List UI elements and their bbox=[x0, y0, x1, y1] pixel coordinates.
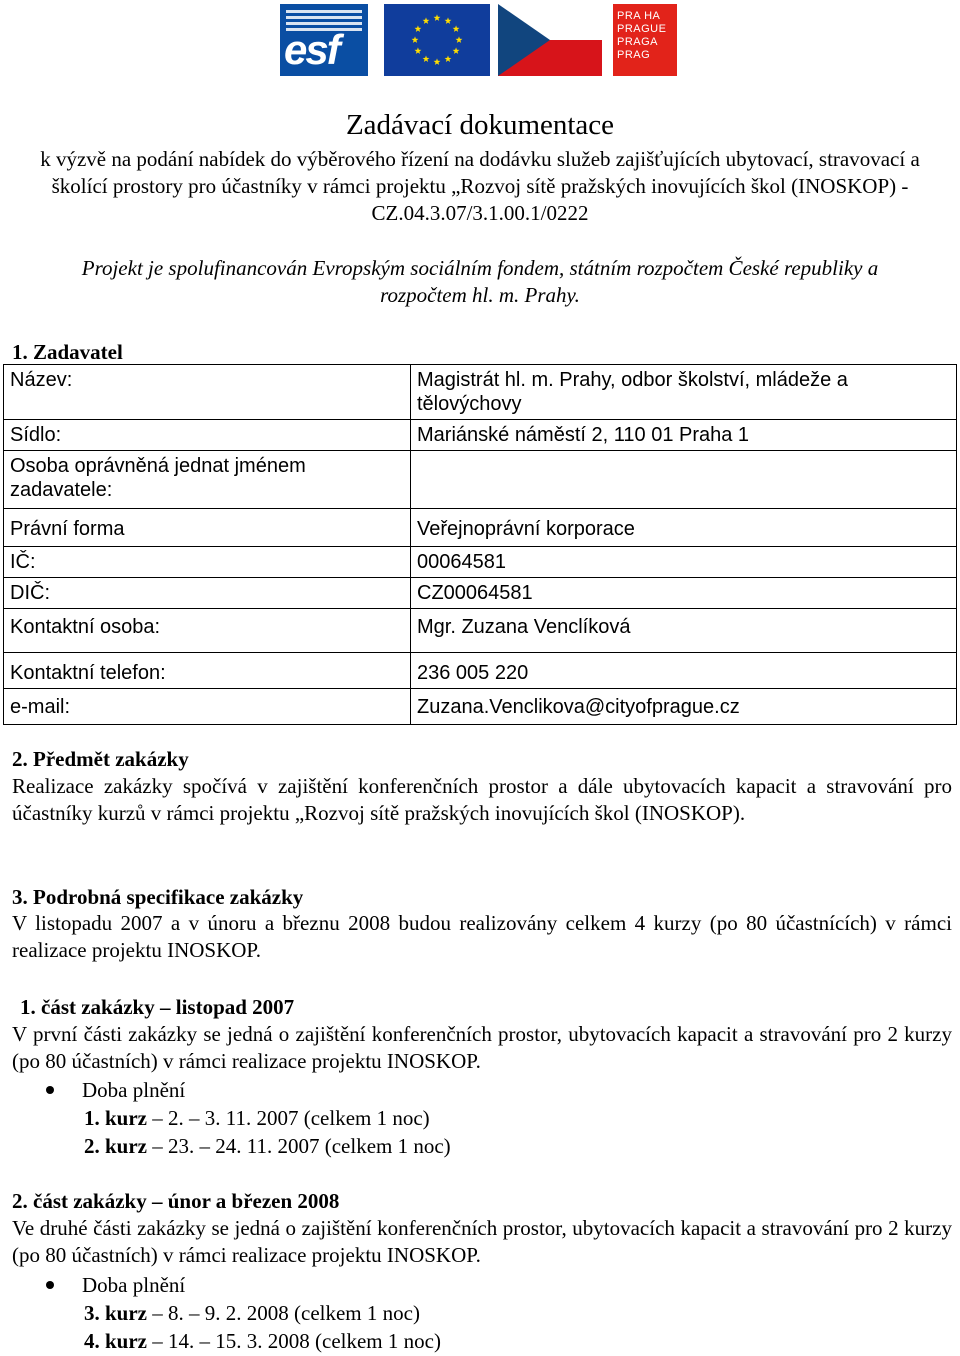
logo-bar bbox=[280, 4, 690, 76]
section-2-heading: 2. Předmět zakázky bbox=[12, 747, 189, 771]
eu-star-icon bbox=[434, 14, 441, 21]
table-row bbox=[4, 689, 957, 725]
section-3-text: V listopadu 2007 a v únoru a březnu 2008 budou realizovány celkem 4 kurzy (po 80 účastnících) v rámci realizace projektu INOSKOP. bbox=[12, 911, 952, 962]
course-label: 1. kurz bbox=[84, 1106, 147, 1130]
bullet-label: Doba plnění bbox=[82, 1078, 186, 1102]
eu-star-icon bbox=[453, 25, 460, 32]
row-value: 236 005 220 bbox=[411, 653, 957, 689]
table-row bbox=[4, 653, 957, 689]
row-value: 00064581 bbox=[411, 547, 957, 578]
row-value: Magistrát hl. m. Prahy, odbor školství, mládeže a tělovýchovy bbox=[411, 365, 957, 420]
contracting-authority-table bbox=[3, 364, 957, 725]
eu-star-icon bbox=[423, 17, 430, 24]
course-line bbox=[84, 1327, 441, 1355]
course-dates: – 14. – 15. 3. 2008 (celkem 1 noc) bbox=[147, 1329, 441, 1353]
course-dates: – 8. – 9. 2. 2008 (celkem 1 noc) bbox=[147, 1301, 420, 1325]
row-value: CZ00064581 bbox=[411, 578, 957, 609]
course-dates: – 23. – 24. 11. 2007 (celkem 1 noc) bbox=[147, 1134, 451, 1158]
praha-logo-line: PRAGUE bbox=[617, 23, 667, 35]
section-2-text: Realizace zakázky spočívá v zajištění konferenčních prostor a dále ubytovacích kapacit a stravování pro účastníky kurzů v rámci projektu „Rozvoj sítě pražských inovujících škol (INOSKOP). bbox=[12, 774, 952, 825]
table-row bbox=[4, 547, 957, 578]
list-item bbox=[30, 1076, 185, 1104]
course-line bbox=[84, 1299, 420, 1327]
table-row bbox=[4, 578, 957, 609]
section-3-heading: 3. Podrobná specifikace zakázky bbox=[12, 885, 304, 909]
row-value: Mariánské náměstí 2, 110 01 Praha 1 bbox=[411, 420, 957, 451]
table-row bbox=[4, 509, 957, 547]
eu-star-icon bbox=[415, 47, 422, 54]
table-row bbox=[4, 420, 957, 451]
course-label: 3. kurz bbox=[84, 1301, 147, 1325]
czech-flag-logo bbox=[498, 4, 602, 76]
eu-star-icon bbox=[412, 36, 419, 43]
eu-star-icon bbox=[445, 17, 452, 24]
course-line bbox=[84, 1132, 451, 1160]
esf-logo-text: esf bbox=[284, 26, 339, 73]
praha-logo bbox=[613, 4, 677, 76]
row-value: Veřejnoprávní korporace bbox=[411, 509, 957, 547]
table-row bbox=[4, 451, 957, 509]
bullet-icon bbox=[46, 1281, 54, 1289]
row-label: Kontaktní telefon: bbox=[4, 653, 411, 689]
row-label: DIČ: bbox=[4, 578, 411, 609]
project-funding-note: Projekt je spolufinancován Evropským sociálním fondem, státním rozpočtem České republiky a rozpočtem hl. m. Prahy. bbox=[81, 256, 879, 307]
document-title: Zadávací dokumentace bbox=[345, 109, 615, 141]
table-row bbox=[4, 365, 957, 420]
table-row bbox=[4, 609, 957, 653]
row-label: Právní forma bbox=[4, 509, 411, 547]
row-label: Osoba oprávněná jednat jménem zadavatele: bbox=[4, 451, 411, 509]
section-1-heading: 1. Zadavatel bbox=[12, 340, 123, 364]
part-2-bullet-list bbox=[30, 1271, 185, 1299]
row-label: Název: bbox=[4, 365, 411, 420]
document-subtitle: k výzvě na podání nabídek do výběrového řízení na dodávku služeb zajišťujících ubytovací, stravovací a školící prostory pro účastníky v rámci projektu „Rozvoj sítě pražských inovujících škol (INOSKOP) - CZ.04.3.07/3.1.00.1/0222 bbox=[40, 147, 920, 225]
eu-star-icon bbox=[415, 25, 422, 32]
course-line bbox=[84, 1104, 430, 1132]
praha-logo-line: PRAGA bbox=[617, 36, 659, 48]
praha-logo-line: PRAG bbox=[617, 49, 651, 61]
czech-flag-triangle bbox=[498, 4, 550, 76]
eu-star-icon bbox=[445, 55, 452, 62]
row-label: Kontaktní osoba: bbox=[4, 609, 411, 653]
row-value bbox=[411, 451, 957, 509]
course-label: 4. kurz bbox=[84, 1329, 147, 1353]
course-dates: – 2. – 3. 11. 2007 (celkem 1 noc) bbox=[147, 1106, 430, 1130]
part-1-text: V první části zakázky se jedná o zajištění konferenčních prostor, ubytovacích kapacit a stravování pro 2 kurzy (po 80 účastních) v rámci realizace projektu INOSKOP. bbox=[12, 1022, 952, 1073]
part-1-heading: 1. část zakázky – listopad 2007 bbox=[20, 995, 295, 1019]
eu-stars-icon bbox=[384, 4, 490, 76]
list-item bbox=[30, 1271, 185, 1299]
row-value: Zuzana.Venclikova@cityofprague.cz bbox=[411, 689, 957, 725]
row-label: e-mail: bbox=[4, 689, 411, 725]
row-value: Mgr. Zuzana Venclíková bbox=[411, 609, 957, 653]
esf-logo bbox=[280, 4, 368, 76]
eu-star-icon bbox=[434, 58, 441, 65]
part-2-text: Ve druhé části zakázky se jedná o zajištění konferenčních prostor, ubytovacích kapacit a stravování pro 2 kurzy (po 80 účastních) v rámci realizace projektu INOSKOP. bbox=[12, 1216, 952, 1267]
eu-star-icon bbox=[453, 47, 460, 54]
part-2-heading: 2. část zakázky – únor a březen 2008 bbox=[12, 1189, 340, 1213]
part-1-bullet-list bbox=[30, 1076, 185, 1104]
eu-flag-logo bbox=[384, 4, 490, 76]
course-label: 2. kurz bbox=[84, 1134, 147, 1158]
row-label: IČ: bbox=[4, 547, 411, 578]
praha-logo-line: PRA HA bbox=[617, 10, 661, 22]
bullet-icon bbox=[46, 1086, 54, 1094]
eu-star-icon bbox=[423, 55, 430, 62]
bullet-label: Doba plnění bbox=[82, 1273, 186, 1297]
row-label: Sídlo: bbox=[4, 420, 411, 451]
eu-star-icon bbox=[456, 36, 463, 43]
